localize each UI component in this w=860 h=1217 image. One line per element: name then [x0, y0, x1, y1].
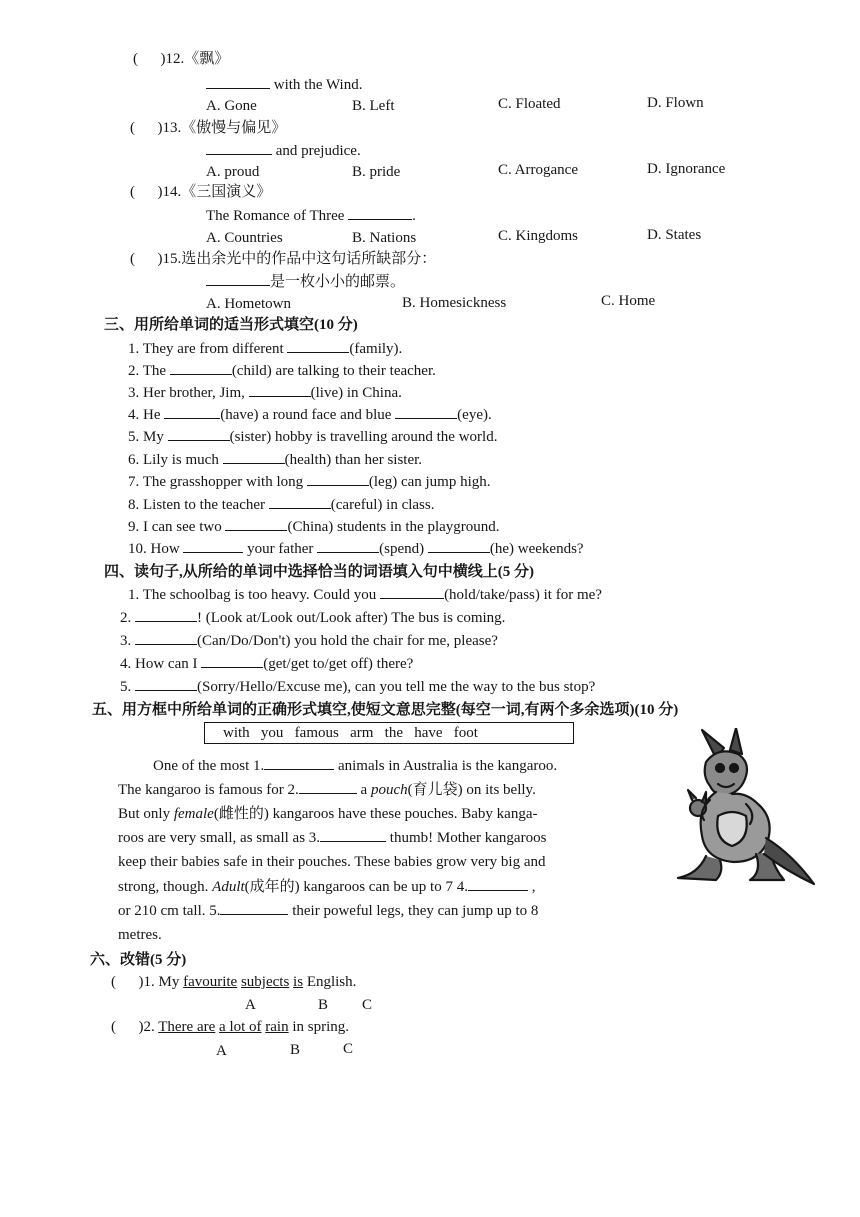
q14-option-d: D. States — [647, 227, 702, 243]
answer-blank[interactable] — [206, 273, 270, 286]
option-c-underlined: is — [293, 974, 304, 990]
answer-blank[interactable] — [225, 518, 287, 531]
option-b-underlined: subjects — [240, 974, 290, 990]
q14-prompt: The Romance of Three . — [206, 208, 416, 224]
answer-blank[interactable] — [201, 655, 263, 668]
s3-item-3: 3. Her brother, Jim, (live) in China. — [128, 385, 402, 401]
q14-option-a: A. Countries — [206, 230, 283, 246]
passage-line-3: But only female(雌性的) kangaroos have these pouches. Baby kanga- — [118, 806, 538, 822]
q12-number: ( )12.《飘》 — [133, 51, 230, 67]
answer-blank[interactable] — [264, 757, 334, 770]
answer-blank[interactable] — [183, 540, 243, 553]
s6-q2-label-c: C — [343, 1041, 354, 1057]
answer-blank[interactable] — [269, 496, 331, 509]
q15-option-c: C. Home — [601, 293, 656, 309]
q13-option-d: D. Ignorance — [647, 161, 726, 177]
answer-blank[interactable] — [307, 473, 369, 486]
passage-line-4: roos are very small, as small as 3. thumb! Mother kangaroos — [118, 830, 547, 846]
q12-option-b: B. Left — [352, 98, 395, 114]
s3-item-4: 4. He (have) a round face and blue (eye). — [128, 407, 492, 423]
q13-option-c: C. Arrogance — [498, 162, 578, 178]
q13-option-a: A. proud — [206, 164, 260, 180]
q12-prompt: with the Wind. — [206, 76, 362, 94]
q12-option-c: C. Floated — [498, 96, 561, 112]
s6-q1: ( )1. My favourite subjects is English. — [111, 974, 357, 990]
answer-blank[interactable] — [468, 878, 528, 891]
s6-q1-label-b: B — [318, 997, 329, 1013]
s3-item-5: 5. My (sister) hobby is travelling around the world. — [128, 429, 498, 445]
s3-item-10: 10. How your father (spend) (he) weekends? — [128, 541, 584, 557]
s6-q1-label-a: A — [245, 997, 256, 1013]
answer-blank[interactable] — [168, 428, 230, 441]
s4-item-1: 1. The schoolbag is too heavy. Could you (hold/take/pass) it for me? — [128, 587, 602, 603]
answer-blank[interactable] — [223, 451, 285, 464]
passage-line-1: One of the most 1. animals in Australia is the kangaroo. — [153, 758, 558, 774]
option-c-underlined: rain — [265, 1019, 289, 1035]
q15-option-a: A. Hometown — [206, 296, 291, 312]
option-a-underlined: There are — [158, 1019, 216, 1035]
q14-option-b: B. Nations — [352, 230, 417, 246]
s6-q2: ( )2. There are a lot of rain in spring. — [111, 1019, 350, 1035]
s6-q2-label-b: B — [290, 1042, 301, 1058]
s3-item-6: 6. Lily is much (health) than her sister. — [128, 452, 423, 468]
q15-prompt: 是一枚小小的邮票。 — [206, 273, 405, 291]
answer-blank[interactable] — [135, 609, 197, 622]
section-3-title: 三、用所给单词的适当形式填空(10 分) — [104, 317, 358, 333]
s4-item-2: 2. ! (Look at/Look out/Look after) The bus is coming. — [120, 610, 506, 626]
q14-option-c: C. Kingdoms — [498, 228, 579, 244]
q12-option-d: D. Flown — [647, 95, 704, 111]
passage-line-5: keep their babies safe in their pouches. These babies grow very big and — [118, 854, 546, 870]
answer-blank[interactable] — [170, 362, 232, 375]
s4-item-4: 4. How can I (get/get to/get off) there? — [120, 656, 414, 672]
answer-blank[interactable] — [320, 829, 386, 842]
q13-number: ( )13.《傲慢与偏见》 — [130, 120, 287, 136]
option-b-underlined: a lot of — [219, 1019, 262, 1035]
q15-number: ( )15.选出余光中的作品中这句话所缺部分： — [130, 251, 437, 267]
word-box: with you famous arm the have foot — [204, 722, 574, 744]
s4-item-5: 5. (Sorry/Hello/Excuse me), can you tell me the way to the bus stop? — [120, 679, 596, 695]
q12-option-a: A. Gone — [206, 98, 257, 114]
answer-blank[interactable] — [206, 76, 270, 89]
s3-item-1: 1. They are from different (family). — [128, 341, 403, 357]
option-a-underlined: favourite — [183, 974, 238, 990]
answer-blank[interactable] — [287, 340, 349, 353]
q13-prompt: and prejudice. — [206, 142, 361, 160]
s3-item-2: 2. The (child) are talking to their teacher. — [128, 363, 436, 379]
answer-blank[interactable] — [317, 540, 379, 553]
answer-blank[interactable] — [428, 540, 490, 553]
answer-blank[interactable] — [395, 406, 457, 419]
s3-item-8: 8. Listen to the teacher (careful) in class. — [128, 497, 435, 513]
passage-line-6: strong, though. Adult(成年的) kangaroos can be up to 7 4. , — [118, 879, 536, 895]
answer-blank[interactable] — [348, 207, 412, 220]
passage-line-8: metres. — [118, 927, 162, 943]
answer-blank[interactable] — [299, 781, 357, 794]
answer-blank[interactable] — [249, 384, 311, 397]
q15-option-b: B. Homesickness — [402, 295, 507, 311]
q13-option-b: B. pride — [352, 164, 401, 180]
s3-item-9: 9. I can see two (China) students in the playground. — [128, 519, 500, 535]
answer-blank[interactable] — [380, 586, 444, 599]
answer-blank[interactable] — [220, 902, 288, 915]
s3-item-7: 7. The grasshopper with long (leg) can jump high. — [128, 474, 491, 490]
passage-line-2: The kangaroo is famous for 2. a pouch(育儿袋) on its belly. — [118, 782, 536, 798]
passage-line-7: or 210 cm tall. 5. their poweful legs, they can jump up to 8 — [118, 903, 539, 919]
kangaroo-illustration — [676, 728, 816, 890]
answer-blank[interactable] — [135, 678, 197, 691]
answer-blank[interactable] — [164, 406, 220, 419]
section-4-title: 四、读句子,从所给的单词中选择恰当的词语填入句中横线上(5 分) — [104, 564, 534, 580]
section-5-title: 五、用方框中所给单词的正确形式填空,使短文意思完整(每空一词,有两个多余选项)(10 分) — [92, 702, 679, 718]
s6-q2-label-a: A — [216, 1043, 227, 1059]
section-6-title: 六、改错(5 分) — [90, 952, 187, 968]
s4-item-3: 3. (Can/Do/Don't) you hold the chair for me, please? — [120, 633, 498, 649]
s6-q1-label-c: C — [362, 997, 373, 1013]
answer-blank[interactable] — [206, 142, 272, 155]
answer-blank[interactable] — [135, 632, 197, 645]
q14-number: ( )14.《三国演义》 — [130, 184, 272, 200]
